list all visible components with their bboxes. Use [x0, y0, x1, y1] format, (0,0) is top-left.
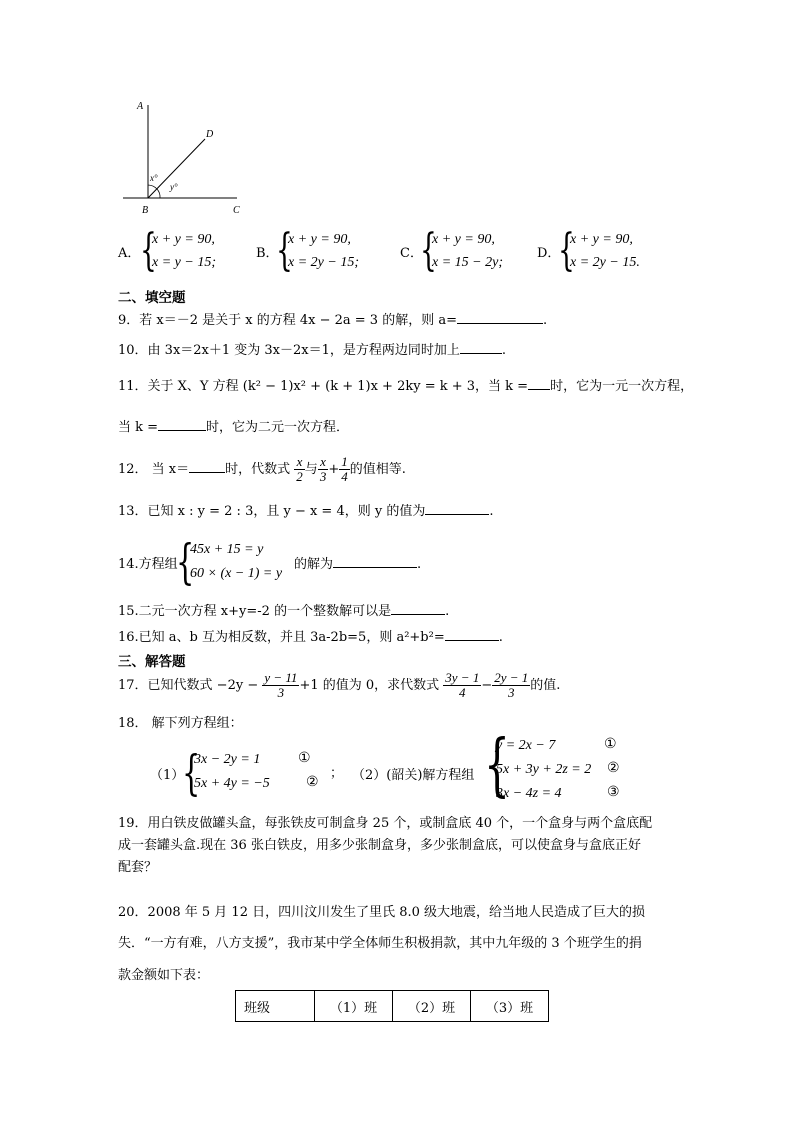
brace: { [276, 225, 293, 276]
option-eq1: x + y = 90, [288, 232, 351, 247]
brace: { [176, 534, 195, 590]
equation: 3x − 2y = 1 [194, 752, 261, 767]
table-header-cell: （3）班 [471, 991, 549, 1022]
question-9 [118, 313, 547, 329]
angle-y-label: y° [170, 182, 178, 192]
angle-figure [115, 95, 255, 225]
answer-blank[interactable] [189, 472, 225, 473]
label-b: B [142, 205, 149, 216]
answer-blank[interactable] [460, 353, 502, 354]
question-text: 17．已知代数式 −2y − [118, 678, 259, 693]
table-row [236, 991, 549, 1022]
question-text: 14.方程组 [118, 557, 178, 572]
answer-blank[interactable] [425, 514, 489, 515]
section-title: 二、填空题 [118, 290, 186, 306]
answer-blank[interactable] [457, 323, 543, 324]
question-text: 10．由 3x＝2x＋1 变为 3x－2x＝1，是方程两边同时加上 [118, 343, 460, 358]
question-text: 12． 当 x＝ [118, 462, 190, 477]
circled-three: ③ [607, 784, 620, 800]
question-15 [118, 604, 449, 620]
question-18-title: 18． 解下列方程组： [118, 716, 243, 731]
fraction: $\frac{2y - 1}{3}$ [494, 670, 529, 700]
fraction: $\frac{3y - 1}{4}$ [445, 670, 480, 700]
question-12 [118, 455, 406, 485]
question-text: 13．已知 x : y = 2 : 3，且 y − x = 4，则 y 的值为 [118, 504, 426, 519]
label-d: D [206, 129, 214, 140]
question-19-line3: 配套？ [118, 860, 158, 875]
answer-blank[interactable] [528, 389, 550, 390]
question-19-line1: 19．用白铁皮做罐头盒，每张铁皮可制盒身 25 个，或制盒底 40 个，一个盒身与两个盒底配 [118, 816, 653, 831]
label-c: C [233, 205, 240, 216]
question-text: 的解为 [294, 557, 334, 572]
question-text: . [542, 313, 548, 328]
equation: 45x + 15 = y [190, 542, 264, 557]
option-letter: C． [400, 246, 423, 261]
answer-blank[interactable] [333, 567, 417, 568]
label-a: A [137, 101, 144, 112]
question-text: 当 k = [118, 420, 159, 435]
option-eq1: x + y = 90, [570, 232, 633, 247]
question-text: 与 [304, 462, 318, 477]
question-11-line1 [118, 379, 693, 395]
option-eq2: x = 2y − 15; [288, 255, 359, 270]
part-label: （2）(韶关)解方程组 [352, 768, 475, 783]
question-20-line2: 失．“一方有难，八方支援”，我市某中学全体师生积极捐款，其中九年级的 3 个班学生的捐 [118, 936, 642, 951]
question-text: 时，代数式 [225, 462, 291, 477]
equation: 60 × (x − 1) = y [190, 566, 283, 581]
question-text: 的值相等. [349, 462, 406, 477]
question-20-line1: 20．2008 年 5 月 12 日，四川汶川发生了里氏 8.0 级大地震，给当地人民造成了巨大的损 [118, 905, 646, 920]
part-label: （1） [150, 768, 185, 783]
question-text: 16.已知 a、b 互为相反数，并且 3a-2b=5，则 a²+b²= [118, 630, 445, 645]
question-11-line2 [118, 420, 349, 436]
circled-two: ② [306, 774, 319, 790]
fraction: $\frac{y - 11}{3}$ [264, 670, 298, 700]
question-text: . [445, 604, 450, 619]
table-header-cell: 班级 [236, 991, 315, 1022]
question-16 [118, 630, 503, 646]
brace: { [420, 225, 437, 276]
question-20-line3: 款金额如下表： [118, 968, 210, 983]
option-eq1: x + y = 90, [152, 232, 215, 247]
question-13 [118, 504, 493, 520]
table-header-cell: （2）班 [393, 991, 471, 1022]
answer-blank[interactable] [391, 614, 445, 615]
equation: 5x + 3y + 2z = 2 [496, 762, 592, 777]
option-letter: A． [118, 246, 141, 261]
question-text: . [498, 630, 503, 645]
donation-table [235, 990, 549, 1022]
answer-blank[interactable] [445, 640, 499, 641]
brace: { [140, 225, 157, 276]
fraction: $\frac{x}{2}$ [296, 454, 303, 484]
option-eq2: x = 2y − 15. [570, 255, 640, 270]
equation: 5x + 4y = −5 [194, 776, 270, 791]
equation: 3x − 4z = 4 [496, 786, 562, 801]
question-text: . [489, 504, 494, 519]
question-text: 9．若 x＝－2 是关于 x 的方程 4x − 2a = 3 的解，则 a= [118, 313, 457, 328]
operator: + [328, 462, 340, 477]
question-text: . [417, 557, 422, 572]
separator: ； [330, 766, 344, 781]
section-title: 三、解答题 [118, 654, 186, 670]
question-text: 时，它为二元一次方程． [206, 420, 350, 435]
table-header-cell: （1）班 [315, 991, 393, 1022]
answer-blank[interactable] [158, 430, 206, 431]
operator: − [481, 678, 493, 693]
question-text: 的值. [530, 678, 561, 693]
question-17 [118, 670, 560, 702]
equation: y = 2x − 7 [496, 738, 556, 753]
fraction: $\frac{x}{3}$ [319, 454, 327, 484]
circled-one: ① [298, 750, 311, 766]
brace: { [558, 225, 575, 276]
question-14-answer [294, 557, 421, 573]
question-text: 15.二元一次方程 x+y=-2 的一个整数解可以是 [118, 604, 392, 619]
brace: { [484, 726, 510, 805]
circled-two: ② [607, 760, 620, 776]
question-10 [118, 343, 506, 359]
brace: { [182, 745, 201, 801]
option-eq1: x + y = 90, [432, 232, 495, 247]
question-text: +1 的值为 0，求代数式 [299, 678, 440, 693]
question-text: 11．关于 X、Y 方程 (k² − 1)x² + (k + 1)x + 2ky = k + 3，当 k = [118, 379, 529, 394]
option-letter: D． [537, 246, 561, 261]
option-eq2: x = 15 − 2y; [432, 255, 503, 270]
question-text: 时，它为一元一次方程， [550, 379, 694, 394]
option-letter: B． [256, 246, 279, 261]
question-text: . [501, 343, 507, 358]
option-eq2: x = y − 15; [152, 255, 216, 270]
fraction: $\frac{1}{4}$ [341, 454, 348, 484]
question-19-line2: 成一套罐头盒.现在 36 张白铁皮，用多少张制盒身，多少张制盒底，可以使盒身与盒底正好 [118, 838, 641, 853]
circled-one: ① [604, 736, 617, 752]
angle-x-label: x° [150, 173, 158, 183]
